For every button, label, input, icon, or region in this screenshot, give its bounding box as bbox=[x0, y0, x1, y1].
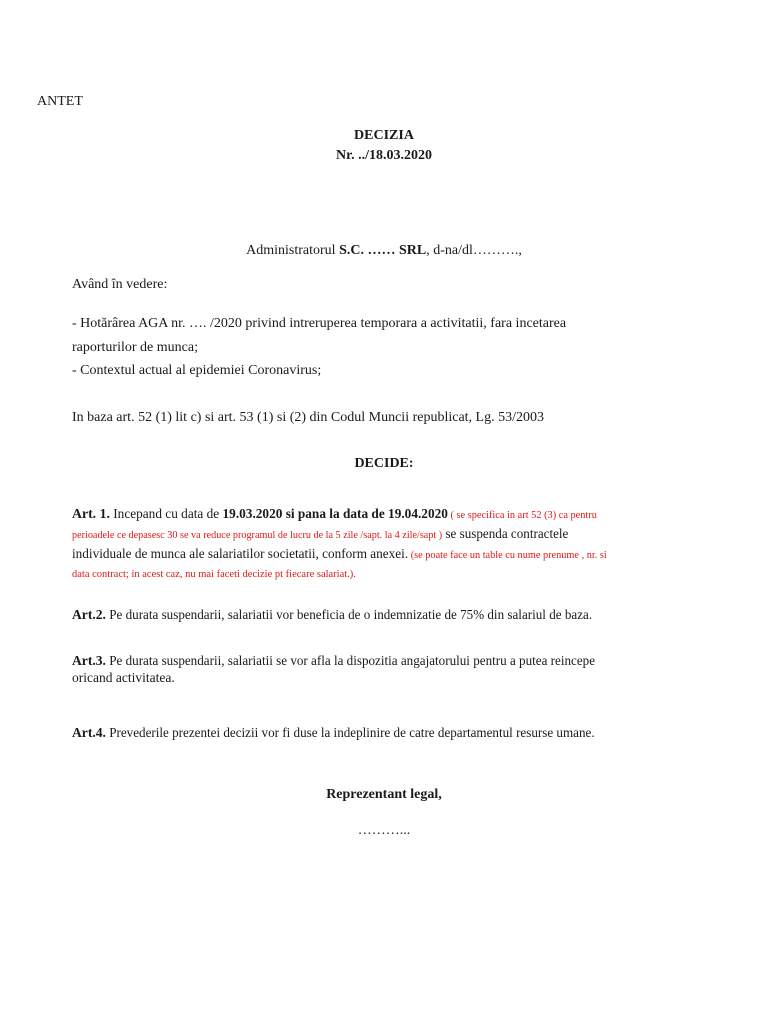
article-1-line4 bbox=[72, 564, 356, 582]
article-1-text4: individuale de munca ale salariatilor societatii, conform anexei. bbox=[72, 546, 409, 561]
article-3-line2: oricand activitatea. bbox=[72, 670, 175, 685]
article-1-end-date: 19.04.2020 bbox=[388, 506, 448, 521]
article-1-text3: se suspenda contractele bbox=[442, 526, 569, 541]
considering-item-aga-line2: raporturilor de munca; bbox=[72, 340, 198, 355]
document-number: Nr. ../18.03.2020 bbox=[336, 148, 432, 163]
article-2 bbox=[72, 606, 608, 624]
article-1-note2-end: data contract; in acest caz, nu mai faceti decizie pt fiecare salariat.). bbox=[72, 569, 356, 580]
article-1-text2: si pana la data de bbox=[282, 506, 389, 521]
article-1-line3 bbox=[72, 545, 618, 563]
intro-line bbox=[0, 243, 768, 259]
considering-item-aga-line1: - Hotărârea AGA nr. …. /2020 privind intreruperea temporara a activitatii, fara incetarea bbox=[72, 316, 567, 331]
article-2-text: Pe durata suspendarii, salariatii vor beneficia de o indemnizatie de 75% din salariul de baza. bbox=[105, 607, 593, 622]
article-4 bbox=[72, 724, 611, 742]
decide-heading: DECIDE: bbox=[354, 456, 414, 471]
article-4-text: Prevederile prezentei decizii vor fi duse la indeplinire de catre departamentul resurse umane. bbox=[105, 725, 595, 740]
article-1-note1-start: ( se specifica in art 52 (3) ca pentru bbox=[447, 510, 597, 521]
article-3-label: Art.3. bbox=[72, 654, 106, 669]
article-4-label: Art.4. bbox=[72, 726, 106, 741]
document-title: DECIZIA bbox=[354, 128, 414, 143]
legal-basis: In baza art. 52 (1) lit c) si art. 53 (1) si (2) din Codul Muncii republicat, Lg. 53/2003 bbox=[72, 410, 545, 425]
article-1-note2-start: (se poate face un table cu nume prenume , nr. si bbox=[408, 550, 607, 561]
letterhead-label: ANTET bbox=[37, 94, 83, 109]
company-name: S.C. …… SRL bbox=[339, 243, 427, 258]
article-1-text1: Incepand cu data de bbox=[109, 506, 223, 521]
signature-title: Reprezentant legal, bbox=[326, 787, 442, 802]
article-3-text1: Pe durata suspendarii, salariatii se vor afla la dispozitia angajatorului pentru a putea reincepe bbox=[105, 653, 596, 668]
considering-heading: Având în vedere: bbox=[72, 277, 168, 292]
intro-prefix: Administratorul bbox=[246, 243, 340, 258]
considering-item-context: - Contextul actual al epidemiei Coronavirus; bbox=[72, 363, 322, 378]
article-1-line1 bbox=[72, 505, 605, 523]
article-3-line1 bbox=[72, 652, 611, 670]
article-1-note1-end: perioadele ce depasesc 30 se va reduce programul de lucru de la 5 zile /sapt. la 4 zile/sapt ) bbox=[72, 530, 443, 541]
article-1-start-date: 19.03.2020 bbox=[222, 506, 283, 521]
article-1-label: Art. 1. bbox=[72, 507, 110, 522]
article-1-line2 bbox=[72, 525, 584, 543]
signature-placeholder: ………... bbox=[357, 823, 411, 838]
article-2-label: Art.2. bbox=[72, 608, 106, 623]
intro-suffix: , d-na/dl………., bbox=[426, 243, 522, 258]
